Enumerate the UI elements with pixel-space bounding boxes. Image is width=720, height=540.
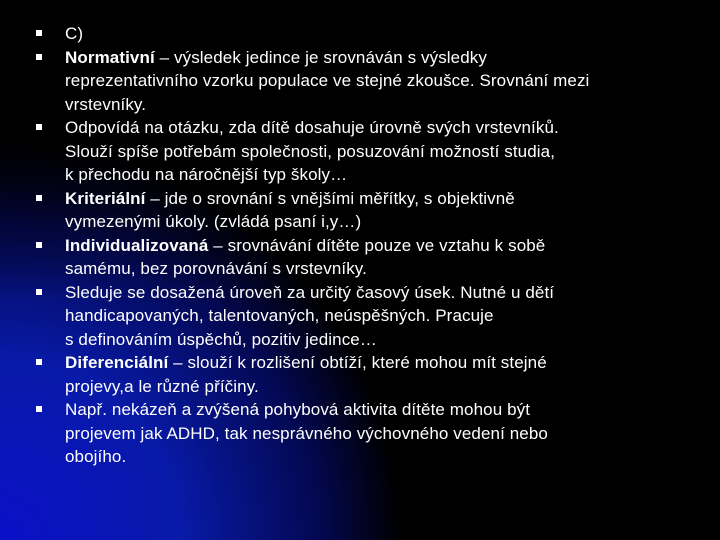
square-bullet-icon <box>36 406 42 412</box>
bullet-term: Individualizovaná <box>65 235 209 255</box>
bullet-text: – jde o srovnání s vnějšími měřítky, s objektivně vymezenými úkoly. (zvládá psaní i,y…) <box>65 188 515 231</box>
square-bullet-icon <box>36 30 42 36</box>
bullet-text: – výsledek jedince je srovnáván s výsledky reprezentativního vzorku populace ve stejné zkoušce. Srovnání mezi vrstevníky. <box>65 47 590 114</box>
bullet-text: – slouží k rozlišení obtíží, které mohou mít stejné projevy,a le různé příčiny. <box>65 353 547 396</box>
bullet-term: Normativní <box>65 47 155 67</box>
bullet-item <box>36 46 696 117</box>
bullet-text: – srovnávání dítěte pouze ve vztahu k sobě samému, bez porovnávání s vrstevníky. <box>65 235 546 278</box>
bullet-text: C) <box>65 24 84 43</box>
bullet-item <box>36 187 696 234</box>
square-bullet-icon <box>36 195 42 201</box>
bullet-text: Odpovídá na otázku, zda dítě dosahuje úrovně svých vrstevníků. Slouží spíše potřebám společnosti, posuzování možností studia, k přechodu na náročnější typ školy… <box>65 118 559 184</box>
bullet-item <box>36 281 696 352</box>
bullet-item <box>36 351 696 398</box>
bullet-item <box>36 398 696 469</box>
square-bullet-icon <box>36 54 42 60</box>
bullet-list <box>36 22 696 469</box>
square-bullet-icon <box>36 359 42 365</box>
square-bullet-icon <box>36 289 42 295</box>
bullet-item <box>36 22 696 46</box>
bullet-term: Kriteriální <box>65 188 146 208</box>
bullet-item <box>36 234 696 281</box>
bullet-text: Sleduje se dosažená úroveň za určitý časový úsek. Nutné u dětí handicapovaných, talentovaných, neúspěšných. Pracuje s definováním úspěchů, pozitiv jedince… <box>65 282 555 349</box>
square-bullet-icon <box>36 124 42 130</box>
square-bullet-icon <box>36 242 42 248</box>
bullet-item <box>36 116 696 187</box>
bullet-term: Diferenciální <box>65 353 169 372</box>
bullet-text: Např. nekázeň a zvýšená pohybová aktivita dítěte mohou být projevem jak ADHD, tak nesprávného výchovného vedení nebo obojího. <box>65 400 548 466</box>
